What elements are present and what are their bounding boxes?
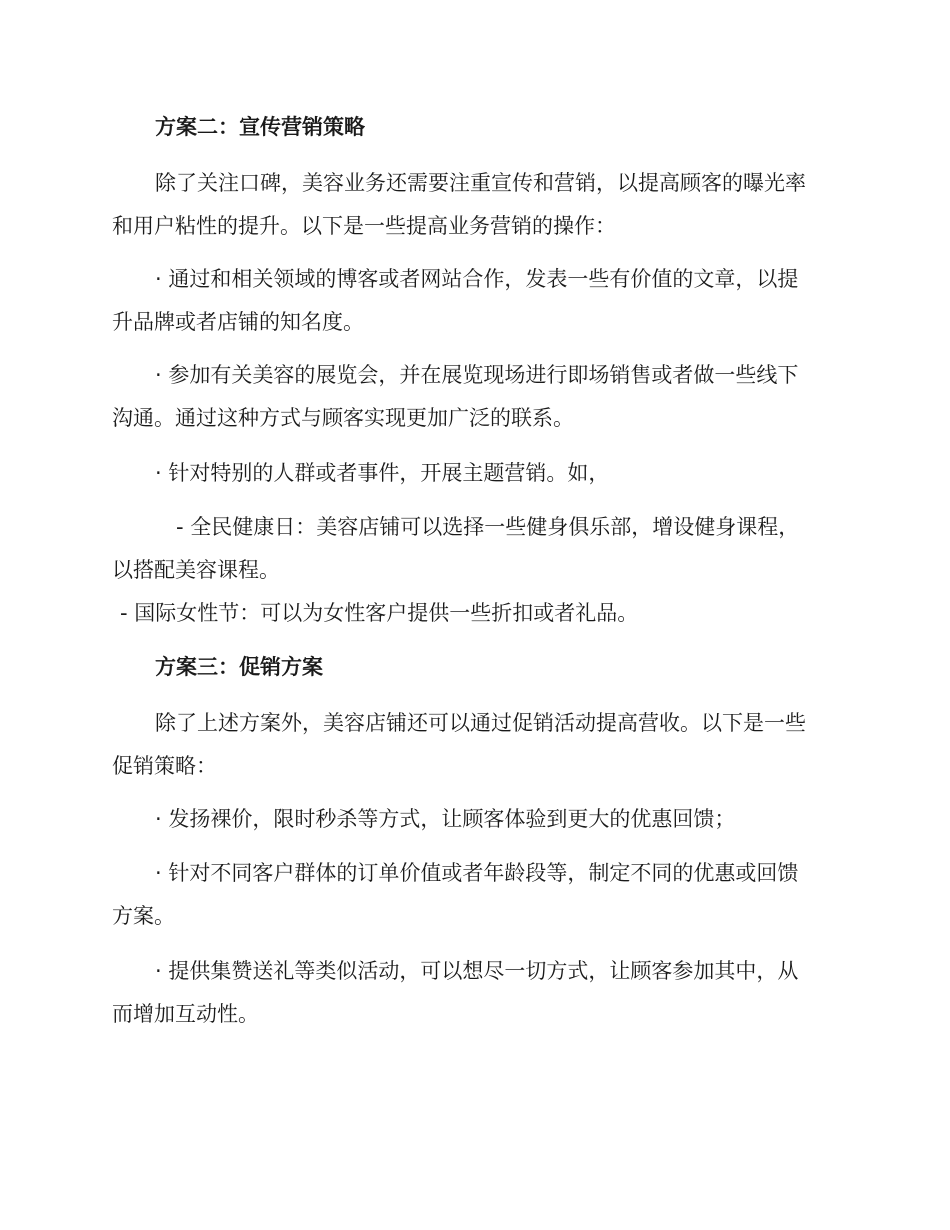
bullet-paragraph <box>112 354 832 440</box>
bullet-paragraph <box>112 452 832 495</box>
section-heading-plan-two: 方案二：宣传营销策略 <box>155 115 365 139</box>
section-intro-paragraph <box>112 162 832 248</box>
section-intro-paragraph <box>112 702 832 788</box>
sub-item-line: - 国际女性节：可以为女性客户提供一些折扣或者礼品。 <box>120 601 639 625</box>
paragraph-line: · 提供集赞送礼等类似活动，可以想尽一切方式，让顾客参加其中，从 <box>155 959 799 983</box>
paragraph-line: 和用户粘性的提升。以下是一些提高业务营销的操作： <box>112 214 616 238</box>
paragraph-line: · 针对不同客户群体的订单价值或者年龄段等，制定不同的优惠或回馈 <box>155 861 799 885</box>
paragraph-line: · 参加有关美容的展览会，并在展览现场进行即场销售或者做一些线下 <box>155 363 799 387</box>
paragraph-line: 除了上述方案外，美容店铺还可以通过促销活动提高营收。以下是一些 <box>155 711 806 735</box>
paragraph-line: · 发扬裸价，限时秒杀等方式，让顾客体验到更大的优惠回馈； <box>155 807 736 831</box>
bullet-paragraph <box>112 852 832 938</box>
paragraph-line: 方案。 <box>112 904 175 928</box>
sub-item-list <box>112 506 832 635</box>
paragraph-line: · 针对特别的人群或者事件，开展主题营销。如， <box>155 461 610 485</box>
bullet-paragraph <box>112 950 832 1036</box>
paragraph-line: · 通过和相关领域的博客或者网站合作，发表一些有价值的文章，以提 <box>155 267 799 291</box>
paragraph-line: 促销策略： <box>112 754 217 778</box>
paragraph-line: 除了关注口碑，美容业务还需要注重宣传和营销，以提高顾客的曝光率 <box>155 171 806 195</box>
paragraph-line: 沟通。通过这种方式与顾客实现更加广泛的联系。 <box>112 406 574 430</box>
sub-item-line: 以搭配美容课程。 <box>112 558 280 582</box>
paragraph-line: 升品牌或者店铺的知名度。 <box>112 310 364 334</box>
section-heading-plan-three: 方案三：促销方案 <box>155 655 323 679</box>
paragraph-line: 而增加互动性。 <box>112 1002 259 1026</box>
sub-item-line: - 全民健康日：美容店铺可以选择一些健身俱乐部，增设健身课程， <box>176 515 800 539</box>
bullet-paragraph <box>112 258 832 344</box>
bullet-paragraph <box>112 798 832 841</box>
